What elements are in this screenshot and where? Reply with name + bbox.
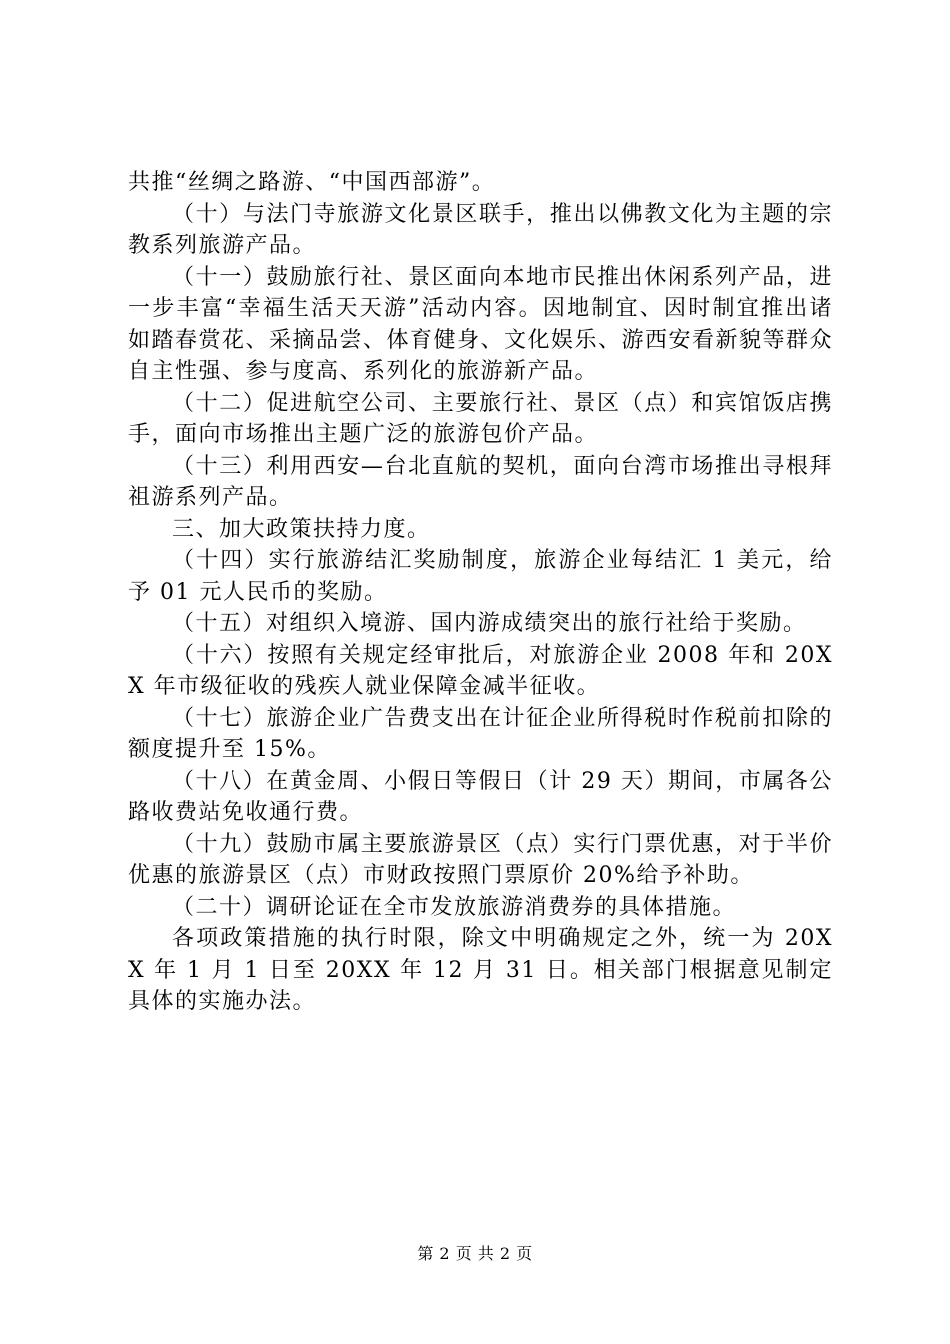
paragraph-10: （十七）旅游企业广告费支出在计征企业所得税时作税前扣除的额度提升至 15%。	[128, 705, 833, 762]
paragraph-13: （二十）调研论证在全市发放旅游消费券的具体措施。	[172, 894, 737, 920]
page-footer: 第 2 页 共 2 页	[417, 1244, 533, 1263]
paragraph-4: （十二）促进航空公司、主要旅行社、景区（点）和宾馆饭店携手，面向市场推出主题广泛的旅游包价产品。	[128, 390, 833, 447]
paragraph-7: （十四）实行旅游结汇奖励制度，旅游企业每结汇 1 美元，给予 01 元人民币的奖励。	[128, 548, 833, 605]
paragraph-12: （十九）鼓励市属主要旅游景区（点）实行门票优惠，对于半价优惠的旅游景区（点）市财政按照门票原价 20%给予补助。	[128, 831, 833, 888]
paragraph-14: 各项政策措施的执行时限，除文中明确规定之外，统一为 20XX 年 1 月 1 日至 20XX 年 12 月 31 日。相关部门根据意见制定具体的实施办法。	[128, 926, 833, 1014]
paragraph-9: （十六）按照有关规定经审批后，对旅游企业 2008 年和 20XX 年市级征收的残疾人就业保障金减半征收。	[128, 642, 833, 699]
section-heading: 三、加大政策扶持力度。	[172, 516, 431, 542]
paragraph-1: 共推“丝绸之路游、“中国西部游”。	[128, 170, 496, 195]
paragraph-8: （十五）对组织入境游、国内游成绩突出的旅行社给于奖励。	[172, 611, 807, 636]
paragraph-3: （十一）鼓励旅行社、景区面向本地市民推出休闲系列产品，进一步丰富“幸福生活天天游”活动内容。因地制宜、因时制宜推出诸如踏春赏花、采摘品尝、体育健身、文化娱乐、游西安看新貌等群众自主性强、参与度高、系列化的旅游新产品。	[128, 264, 834, 384]
document-body	[128, 167, 833, 1018]
paragraph-2: （十）与法门寺旅游文化景区联手，推出以佛教文化为主题的宗教系列旅游产品。	[128, 201, 833, 258]
paragraph-5: （十三）利用西安—台北直航的契机，面向台湾市场推出寻根拜祖游系列产品。	[128, 453, 833, 510]
paragraph-11: （十八）在黄金周、小假日等假日（计 29 天）期间，市属各公路收费站免收通行费。	[128, 768, 833, 825]
